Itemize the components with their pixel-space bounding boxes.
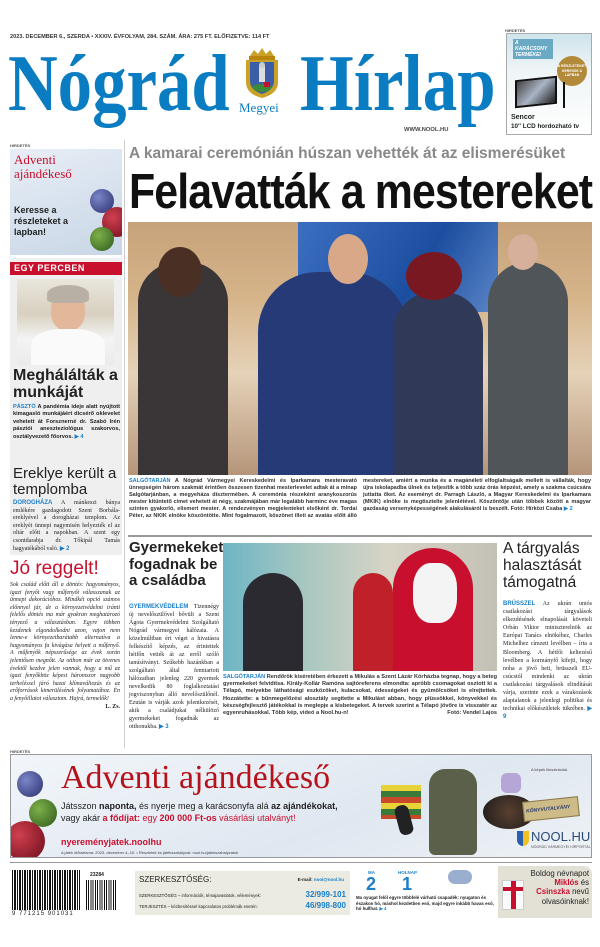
ad-badge: A KARÁCSONY TERMÉKEI [513, 39, 553, 59]
mikulas-caption [223, 674, 497, 717]
lead-caption [129, 478, 591, 521]
egy-percben-headline: Meghálálták a munkáját [13, 367, 118, 401]
illustration-note: A képek illusztrációk. [531, 767, 569, 772]
banner-fine-print: A játék időtartama: 2023. december 4–10. • Részletek és játékszabályzat: nool.hu/jatekszabalyzatok [61, 850, 239, 855]
footer-divider [10, 862, 592, 863]
location-label: GYERMEKVÉDELEM [129, 604, 189, 610]
advent-banner-ad[interactable] [10, 754, 592, 858]
article-text: A pandémia ideje alatt nyújtott kimagasló munkájáért dicsérő oklevelet vehetett át Forsznerné dr. Szabó Irén pásztói aneszteziológus szakorvos, osztályvezető főorvos. [13, 404, 120, 440]
santa-beard [413, 563, 457, 623]
ad-seal: A RÉSZLETEKET KERESSE A LAPBAN [557, 56, 587, 86]
article-text: A mánkeszi bánya emlékére gazdagodott Szent Borbála-ereklyével a dorogházai templom. Az ereklyét ünnepi nagymisén helyezték el az oltár előtt a napokban. A szent egy csontdarabja dr. Tőkipál Tamás hagyatékából való. [13, 500, 120, 552]
police-officer [243, 573, 303, 671]
lead-headline-wrap [129, 165, 592, 221]
backpack-icon [429, 769, 477, 855]
brand-sub: NÓGRÁD VÁRMEGYEI HÍRPORTÁL [531, 845, 591, 849]
targyalas-text [503, 600, 592, 721]
jo-reggelt-headline: Jó reggelt! [10, 558, 99, 579]
article-text: Az ukrán uniós csatlakozási tárgyalások elkezdésének elnapolását követeli Orbán Viktor miniszterelnök az Európai Tanács elnökéhez, Charles Michelhez címzett levélben – írta a Bloomberg. A hétfői keltezésű levélben a kormányfő kifejti, hogy noha a jövő heti, brüsszeli EU-csúcstól mindenki az ukrán csatlakozási tárgyalások elindítását várja, szerinte ezek a várakozások alaptalanok a jelenlegi politikai és technikai előkészületek tükrében. [503, 601, 592, 713]
location-label: PÁSZTÓ [13, 404, 36, 410]
photo-credit: Fotó: Hírközi Csaba [510, 506, 563, 513]
lead-kicker-wrap [129, 145, 592, 165]
egy-percben-banner: EGY PERCBEN [10, 262, 122, 275]
lead-kicker: A kamarai ceremónián húszan vehették át az elismerésüket [129, 145, 566, 162]
banner-ad-label: HIRDETÉS [10, 749, 31, 754]
nameday-text: Boldog névnapot Miklós és Csinszka nevű olvasóinknak! [530, 869, 589, 906]
left-ad-label: HIRDETÉS [10, 143, 31, 148]
masthead-title-right: Hírlap [300, 40, 496, 128]
caption-text: A Nógrád Vármegyei Kereskedelmi és Iparkamara mesteravató ünnepségén három szakmát érintően összesen tizenhat mesterlevelet adtak át a minap Salgótarjánban, a megyeháza dísztermében. A ceremónia részeként aranykoszorús mester kitüntető címet vehetett át négy, szakmájában már legalább harminc éve magas szinten gyakorló, elismert mester. A rendezvényen megjelenteket elsőként dr. Tordai Péter, az NKIK elnöke köszöntötte. Mint fogalmazott, köszönet illeti az avatás előtt álló mestereket, amiért a munka és a magánéleti elfoglaltságaik mellett is vállalták, hogy újra iskolapadba ülnek és teljesítik a több száz órás képzést, amely a szakma csúcsára juttatta őket. Az eseményt dr. Parragh László, a Magyar Kereskedelmi és Iparkamara (MKIK) elnöke is megtisztelte jelenlétével. Köszöntője után többek között a magyar gazdaság versenyképességének alakulásáról is beszélt. [129, 478, 591, 520]
tomorrow-temp: 1 [402, 874, 413, 894]
page-ref-3[interactable]: ▶ 3 [159, 724, 169, 730]
gyermek-text [129, 603, 219, 731]
page-ref-2[interactable]: ▶ 2 [563, 506, 573, 513]
ornament-red-icon [10, 821, 45, 858]
crest-label: Megyei [239, 100, 279, 115]
perfume-icon [501, 773, 521, 793]
phone-number[interactable]: 46/998-800 [305, 901, 346, 910]
section-divider [128, 535, 592, 537]
man-center-head [328, 234, 368, 284]
contact-row: TERJESZTÉS – kézbesítéssel kapcsolatos problémák esetén: 46/998-800 [139, 901, 346, 910]
page-ref-4[interactable]: ▶ 4 [379, 906, 387, 912]
left-ad-title: Adventi ajándékeső [14, 152, 72, 181]
top-ad[interactable] [506, 33, 592, 135]
portrait-hair [47, 285, 89, 303]
ornament-green-icon [90, 227, 114, 251]
location-label: BRÜSSZEL [503, 601, 536, 607]
egy-percben-text [13, 404, 120, 441]
lead-photo [128, 222, 592, 475]
masthead-right-wrap [300, 40, 496, 128]
issue-code: 23284 [90, 872, 104, 878]
page-ref-4[interactable]: ▶ 4 [74, 433, 84, 440]
weather-box [356, 870, 496, 918]
woman-right [393, 292, 483, 475]
email-line: E-mail: nool@nool.hu [297, 877, 344, 882]
ereklye-headline: Ereklye került a templomba [13, 465, 117, 498]
left-advent-ad[interactable] [10, 149, 122, 255]
column-divider [124, 140, 125, 748]
location-label: DOROGHÁZA [13, 500, 53, 506]
left-ad-text: Keresse a részleteket a lapban! [14, 205, 69, 237]
targyalas-headline: A tárgyalás halasztását támogatná [503, 540, 582, 591]
portrait-cardigan [31, 329, 105, 365]
child [353, 573, 393, 671]
voucher: KÖNYVUTALVÁNY [522, 796, 580, 822]
barcode-addon [86, 880, 116, 910]
editorial-box [135, 871, 350, 915]
ereklye-text [13, 500, 120, 553]
banner-line2: vagy akár a fődíjat: egy 200 000 Ft-os vásárlási utalványt! [61, 813, 296, 823]
man-right-head [508, 234, 538, 270]
mikulas-photo [223, 543, 497, 671]
man-right [488, 262, 568, 475]
contact-row: SZERKESZTŐSÉG – információk, témajavaslatok, vélemények: 32/999-101 [139, 890, 346, 899]
egy-percben-photo [17, 279, 114, 365]
gift-icon [502, 880, 524, 910]
weather-text: Ma nyugat felől egyre többfelé várható csapadék: nyugaton és északon hó, máshol kezdetben eső, majd egyre inkább havas eső, hó hullhat. ▶ 4 [356, 895, 494, 912]
barcode [12, 870, 80, 910]
today-temp: 2 [366, 874, 377, 894]
man-center [258, 272, 408, 475]
banner-title-wrap [61, 759, 361, 799]
product-brand: Sencor [511, 114, 535, 121]
barcode-number: 9 771215 901031 [12, 911, 74, 917]
editorial-title: SZERKESZTŐSÉG: [139, 875, 212, 884]
website-link[interactable]: WWW.NOOL.HU [404, 127, 449, 133]
ad-label: HIRDETÉS [505, 28, 526, 33]
woman-left-hair [158, 247, 202, 297]
snow-cloud-icon [448, 870, 472, 884]
location-label: SALGÓTARJÁN [223, 674, 266, 680]
lead-headline: Felavatták a mestereket [129, 165, 593, 219]
tv-icon [515, 76, 557, 108]
banner-url[interactable]: nyereményjatek.noolhu [61, 837, 162, 847]
tomorrow-label: HOLNAP [398, 870, 417, 875]
county-crest [242, 48, 282, 100]
page-ref-9[interactable]: ▶ 9 [503, 706, 593, 721]
column-text: Sok család előtt áll a döntés: hagyományos, igazi fenyőt vagy műfenyőt válasszanak az ünnepi dekorációhoz. Mindkét opció számos előnnyel jár, de a környezetvédelmi iránti felelős döntés ma már gyakran meghatározó tényező a választásban. Egyre többen kezdenek elgondolkodni azon, vajon nem lenne-e környezetbarátabb alternatíva a hagyományos fa kivágása helyett a műfenyő. A műfenyők népszerűsége az évek során jelentősen megnőtt. Az otthon már az ötvenes évektől kezdve jelen vannak, hogy a mű az igazi fenyőkhöz képest háromszor nagyobb terheléssel járó hazai klímaváltozás és az erőforrások kimerülésének folyamatához. Én a fenyőillatot választom. Hajrá, termelők! [10, 582, 120, 702]
crest-icon [242, 48, 282, 100]
brand-logo: NOOL.HU [531, 829, 591, 844]
antenna-icon [563, 82, 565, 108]
dateline: 2023. DECEMBER 6., SZERDA • XXXIV. ÉVFOLYAM, 284. SZÁM. ÁRA: 275 FT. ELŐFIZETVE: 114 FT [10, 34, 270, 40]
caption-text: Rendőrök kíséretében érkezett a Mikulás a Szent Lázár Kórházba tegnap, hogy a beteg gyermekeket felvidítsa. Király-Kollár Ramóna sajtóreferens elmondta: apróbb csomagokat osztott ki a Télapó, melyekbe láthatósági eszközöket, kulacsokat, édességeket és gyümölcsöket is elrejtettek. Hozzátette: a bűnmegelőzési alosztály segítette a Mikulást abban, hogy plüssökkel, könyvekkel és készségfejlesztő játékokkal is meglepje a kisbetegeket. A tervek szerint a Télapó jövőre is visszatér az egyenruhásokkal. Több kép, videó a Nool.hu-n! [223, 674, 497, 717]
banner-title: Adventi ajándékeső [61, 759, 331, 796]
nool-shield-icon [517, 831, 529, 846]
nameday-box [498, 866, 592, 918]
masthead-title-left: Nógrád [8, 40, 230, 128]
woman-right-hair [406, 252, 462, 300]
today-label: MA [368, 870, 375, 875]
author: L. Zs. [105, 703, 120, 710]
photo-credit: Fotó: Vendel Lajos [447, 710, 497, 717]
banner-line1: Játsszon naponta, és nyerje meg a karácsonyfa alá az ajándékokat, [61, 801, 338, 811]
page-ref-2[interactable]: ▶ 2 [59, 545, 70, 552]
phone-number[interactable]: 32/999-101 [305, 890, 346, 899]
article-text: Tizennégy új nevelőszülővel bővült a Szent Ágota Gyermekvédelmi Szolgáltató Nógrád vármegyei hálózata. A közelmúltban ért véget a hivatásra felkészítő képzés, az érintettek hétfőn vették át az erről szóló tanúsítványt. Szűkebb hazánkban a szolgáltató által fenntartott hálózatban jelenleg 220 gyermek nevelkedik 80 foglalkoztatási jogviszonyban álló nevelőszülőnél. Ezután is várják azok jelentkezését, akik a családjukat nélkülöző gyermekeket fogadnák az otthonukba. [129, 604, 219, 730]
jo-reggelt-column [10, 582, 120, 711]
location-label: SALGÓTARJÁN [129, 478, 171, 484]
gyermek-headline: Gyermekeket fogadnak be a családba [129, 539, 224, 589]
product-name: 10'' LCD hordozható tv [511, 123, 580, 130]
ornament-blue-icon [17, 771, 43, 797]
masthead-left-wrap [8, 40, 230, 128]
email-link[interactable]: nool@nool.hu [313, 877, 344, 882]
